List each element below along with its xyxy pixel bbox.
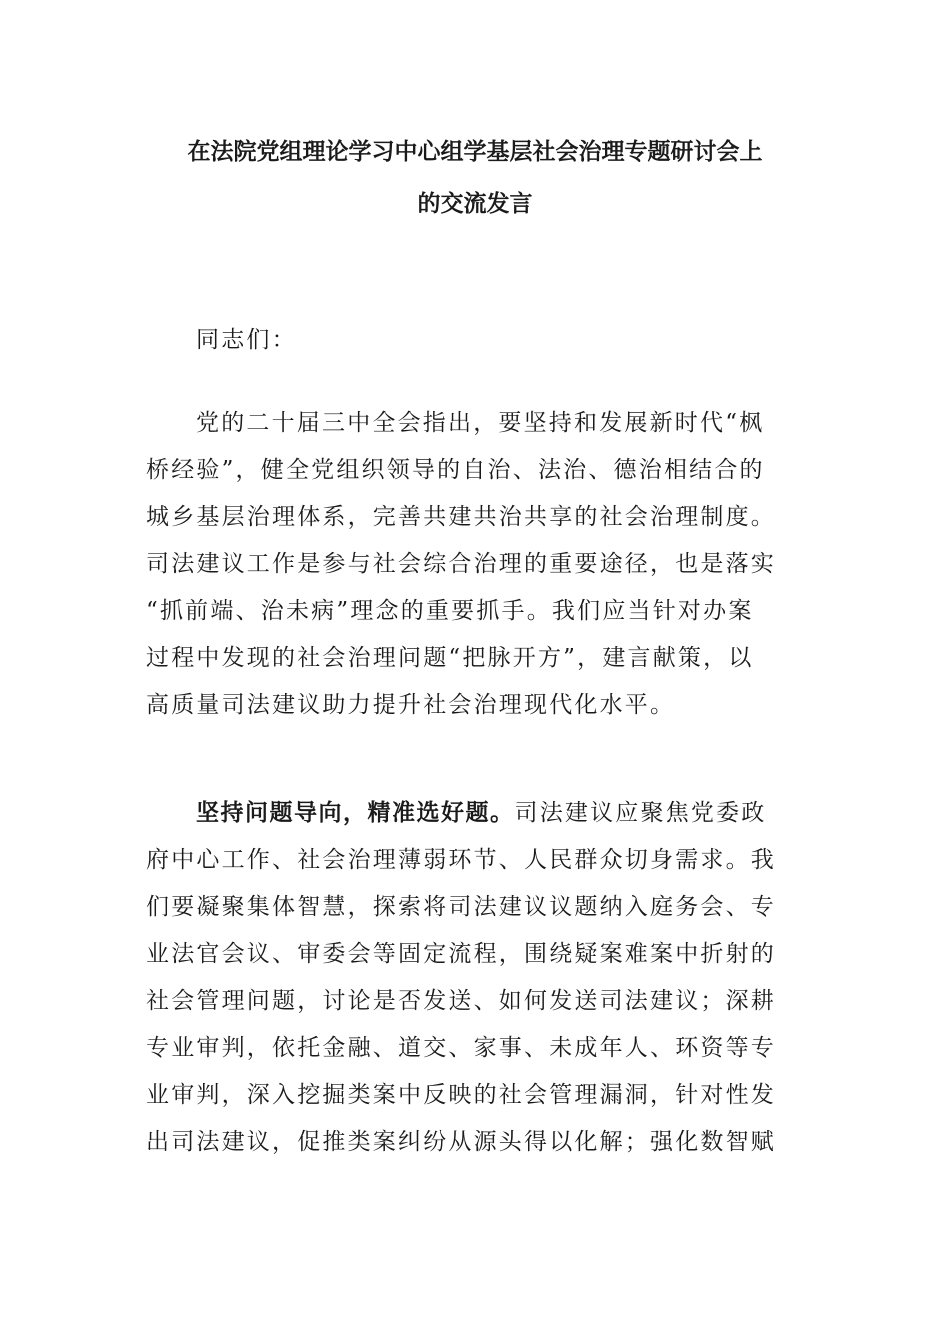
title-line-2: 的交流发言 [417, 191, 533, 217]
paragraph-line: 过程中发现的社会治理问题“把脉开方”，建言献策，以 [146, 645, 754, 671]
paragraph-line: 党的二十届三中全会指出，要坚持和发展新时代“枫 [196, 410, 765, 436]
paragraph-first-line-rest: 司法建议应聚焦党委政 [514, 800, 767, 826]
paragraph-line: 城乡基层治理体系，完善共建共治共享的社会治理制度。 [146, 504, 776, 530]
paragraph-line: 司法建议工作是参与社会综合治理的重要途径，也是落实 [146, 551, 776, 577]
paragraph-line [146, 790, 786, 837]
paragraph-line: 府中心工作、社会治理薄弱环节、人民群众切身需求。我 [146, 847, 776, 873]
paragraph-line: 专业审判，依托金融、道交、家事、未成年人、环资等专 [146, 1035, 776, 1061]
paragraph-line: 们要凝聚集体智慧，探索将司法建议议题纳入庭务会、专 [146, 894, 776, 920]
paragraph-problem-oriented [146, 790, 786, 1166]
greeting-text: 同志们： [196, 327, 297, 353]
paragraph-line: “抓前端、治未病”理念的重要抓手。我们应当针对办案 [146, 598, 754, 624]
paragraph-intro [146, 400, 786, 729]
paragraph-line: 高质量司法建议助力提升社会治理现代化水平。 [146, 692, 676, 718]
title-line-1: 在法院党组理论学习中心组学基层社会治理专题研讨会上 [187, 139, 763, 165]
greeting [146, 317, 786, 364]
paragraph-line: 业法官会议、审委会等固定流程，围绕疑案难案中折射的 [146, 941, 776, 967]
paragraph-line: 业审判，深入挖掘类案中反映的社会管理漏洞，针对性发 [146, 1082, 776, 1108]
document-title [120, 126, 830, 230]
paragraph-line: 桥经验”，健全党组织领导的自治、法治、德治相结合的 [146, 457, 765, 483]
paragraph-line: 出司法建议，促推类案纠纷从源头得以化解；强化数智赋 [146, 1129, 776, 1155]
paragraph-line: 社会管理问题，讨论是否发送、如何发送司法建议；深耕 [146, 988, 776, 1014]
paragraph-lead-heading: 坚持问题导向，精准选好题。 [196, 800, 515, 826]
